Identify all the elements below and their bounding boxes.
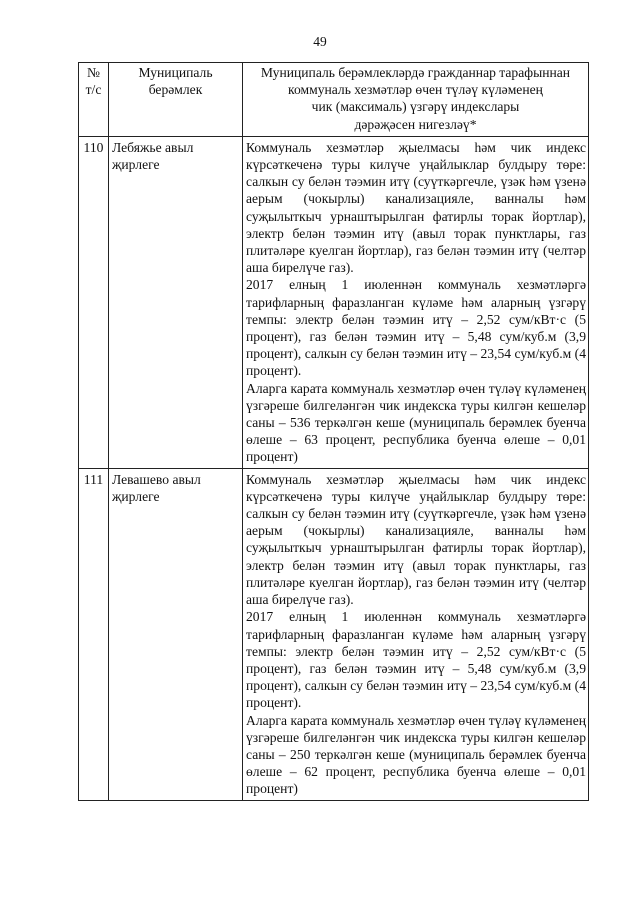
paragraph-tariffs: 2017 елның 1 июленнән коммуналь хезмәтләргә тарифларның фаразланган күләме һәм аларның үзгәрү темпы: электр белән тәэмин итү – 2,52 сум/кВт·с (5 процент), газ белән тәэмин итү – 5,48 сум/куб.м (3,9 процент), салкын су белән тәэмин итү – 23,54 сум/куб.м (4 процент). bbox=[246, 609, 586, 711]
row-description bbox=[243, 468, 589, 800]
row-number: 110 bbox=[79, 136, 109, 468]
table-header-row bbox=[79, 63, 589, 137]
municipality-name: Лебяжье авыл җирлеге bbox=[109, 136, 243, 468]
row-number: 111 bbox=[79, 468, 109, 800]
row-description bbox=[243, 136, 589, 468]
paragraph-population: Аларга карата коммуналь хезмәтләр өчен түләү күләменең үзгәреше билгеләнгән чик индекска туры килгән кешеләр саны – 250 теркәлгән кеше (муниципаль берәмлек буенча өлеше – 62 процент, республика буенча өлеше – 0,01 процент) bbox=[246, 712, 586, 797]
table-row bbox=[79, 136, 589, 468]
page-number: 49 bbox=[313, 34, 327, 49]
paragraph-services: Коммуналь хезмәтләр җыелмасы һәм чик индекс күрсәткеченә туры килүче уңайлыклар булдыру төре: салкын су белән тәэмин итү (суүткәргечле, үзәк һәм үзенә аерым (чокырлы) канализацияле, ванналы һәм суҗылыткыч урнаштырылган фатирлы торак йортлар), электр белән тәэмин итү (авыл торак пунктлары, газ плитәләре куелган йортлар), газ белән тәэмин итү (челтәр аша бирелүче газ). bbox=[246, 471, 586, 608]
municipality-name: Левашево авыл җирлеге bbox=[109, 468, 243, 800]
header-number: № т/с bbox=[79, 63, 109, 137]
paragraph-population: Аларга карата коммуналь хезмәтләр өчен түләү күләменең үзгәреше билгеләнгән чик индекска туры килгән кешеләр саны – 536 теркәлгән кеше (муниципаль берәмлек буенча өлеше – 63 процент, республика буенча өлеше – 0,01 процент) bbox=[246, 380, 586, 465]
tariff-table bbox=[78, 62, 589, 801]
paragraph-tariffs: 2017 елның 1 июленнән коммуналь хезмәтләргә тарифларның фаразланган күләме һәм аларның үзгәрү темпы: электр белән тәэмин итү – 2,52 сум/кВт·с (5 процент), газ белән тәэмин итү – 5,48 сум/куб.м (3,9 процент), салкын су белән тәэмин итү – 23,54 сум/куб.м (4 процент). bbox=[246, 277, 586, 379]
header-index: Муниципаль берәмлекләрдә гражданнар тарафыннан коммуналь хезмәтләр өчен түләү күләменең чик (максималь) үзгәрү индекслары дәрәҗәсен нигезләү* bbox=[243, 63, 589, 137]
table-row bbox=[79, 468, 589, 800]
header-municipality: Муниципаль берәмлек bbox=[109, 63, 243, 137]
paragraph-services: Коммуналь хезмәтләр җыелмасы һәм чик индекс күрсәткеченә туры килүче уңайлыклар булдыру төре: салкын су белән тәэмин итү (суүткәргечле, үзәк һәм үзенә аерым (чокырлы) канализацияле, ванналы һәм суҗылыткыч урнаштырылган фатирлы торак йортлар), электр белән тәэмин итү (авыл торак пунктлары, газ плитәләре куелган йортлар), газ белән тәэмин итү (челтәр аша бирелүче газ). bbox=[246, 139, 586, 276]
